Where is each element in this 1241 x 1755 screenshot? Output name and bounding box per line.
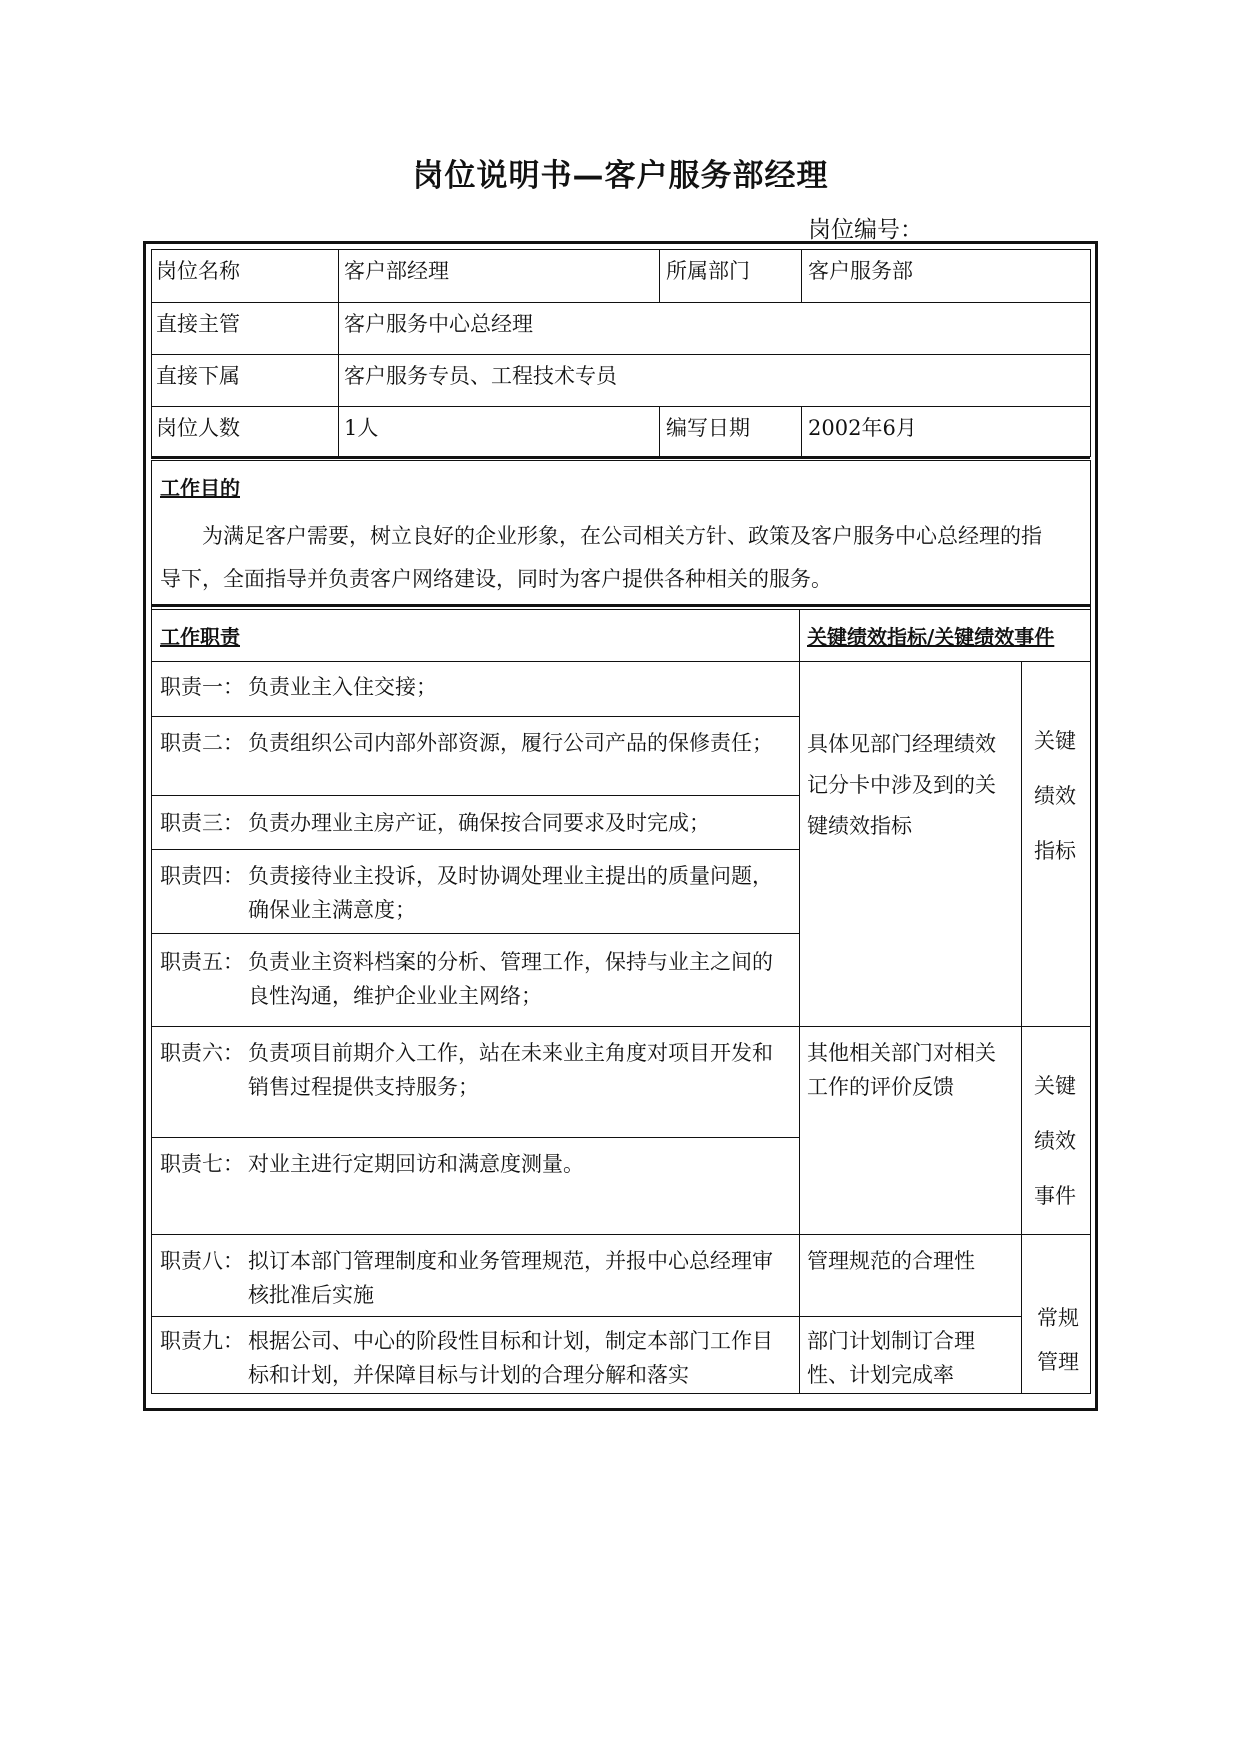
kpi-group2-text: 其他相关部门对相关工作的评价反馈 [807,1041,996,1099]
list-item [160,1244,794,1314]
duty-label: 职责八： [160,1249,244,1273]
duties-heading: 工作职责 [160,625,240,649]
kpi-group1-category: 关键绩效指标 [1034,729,1076,863]
duty-text: 根据公司、中心的阶段性目标和计划，制定本部门工作目标和计划，并保障目标与计划的合理分解和落实 [248,1329,773,1387]
list-item [160,859,794,929]
kpi-group3a-text: 管理规范的合理性 [807,1249,975,1273]
department-label: 所属部门 [666,259,750,283]
kpi-group3-category: 常规管理 [1037,1306,1079,1374]
headcount-label: 岗位人数 [156,416,240,440]
duty-text: 负责接待业主投诉，及时协调处理业主提出的质量问题，确保业主满意度； [248,864,773,922]
post-name-value: 客户部经理 [344,259,449,283]
duty-label: 职责九： [160,1329,244,1353]
supervisor-value: 客户服务中心总经理 [344,312,533,336]
duty-text: 负责业主入住交接； [248,675,437,699]
duty-text: 对业主进行定期回访和满意度测量。 [248,1152,584,1176]
date-label: 编写日期 [666,416,750,440]
supervisor-label: 直接主管 [156,312,240,336]
post-number-label: 岗位编号： [808,217,923,243]
duty-label: 职责二： [160,731,244,755]
duty-text: 负责组织公司内部外部资源，履行公司产品的保修责任； [248,731,773,755]
list-item [160,806,794,846]
kpi-group2-category: 关键绩效事件 [1034,1074,1076,1208]
duty-label: 职责三： [160,811,244,835]
duty-text: 负责办理业主房产证，确保按合同要求及时完成； [248,811,710,835]
headcount-value: 1人 [344,416,379,440]
subordinates-label: 直接下属 [156,364,240,388]
duty-text: 拟订本部门管理制度和业务管理规范，并报中心总经理审核批准后实施 [248,1249,773,1307]
duty-text: 负责项目前期介入工作，站在未来业主角度对项目开发和销售过程提供支持服务； [248,1041,773,1099]
duty-label: 职责六： [160,1041,244,1065]
purpose-line-2: 导下，全面指导并负责客户网络建设，同时为客户提供各种相关的服务。 [160,567,832,591]
duty-text: 负责业主资料档案的分析、管理工作，保持与业主之间的良性沟通，维护企业业主网络； [248,950,773,1008]
list-item [160,1147,794,1187]
purpose-line-1: 为满足客户需要，树立良好的企业形象，在公司相关方针、政策及客户服务中心总经理的指 [202,524,1042,548]
list-item [160,945,794,1015]
date-value: 2002年6月 [808,416,917,440]
department-value: 客户服务部 [808,259,913,283]
page-title: 岗位说明书—客户服务部经理 [412,158,829,194]
list-item [160,670,794,710]
post-number-field [808,211,1049,244]
job-description-table [143,241,1098,1411]
list-item [160,726,794,794]
post-name-label: 岗位名称 [156,259,240,283]
list-item [160,1036,794,1106]
duty-label: 职责五： [160,950,244,974]
kpi-group3b-text: 部门计划制订合理性、计划完成率 [807,1329,975,1387]
kpi-group1-text: 具体见部门经理绩效记分卡中涉及到的关键绩效指标 [807,732,996,838]
kpi-heading: 关键绩效指标/关键绩效事件 [807,625,1055,649]
duty-label: 职责四： [160,864,244,888]
subordinates-value: 客户服务专员、工程技术专员 [344,364,617,388]
list-item [160,1324,794,1394]
duty-label: 职责一： [160,675,244,699]
purpose-heading: 工作目的 [160,476,240,500]
duty-label: 职责七： [160,1152,244,1176]
